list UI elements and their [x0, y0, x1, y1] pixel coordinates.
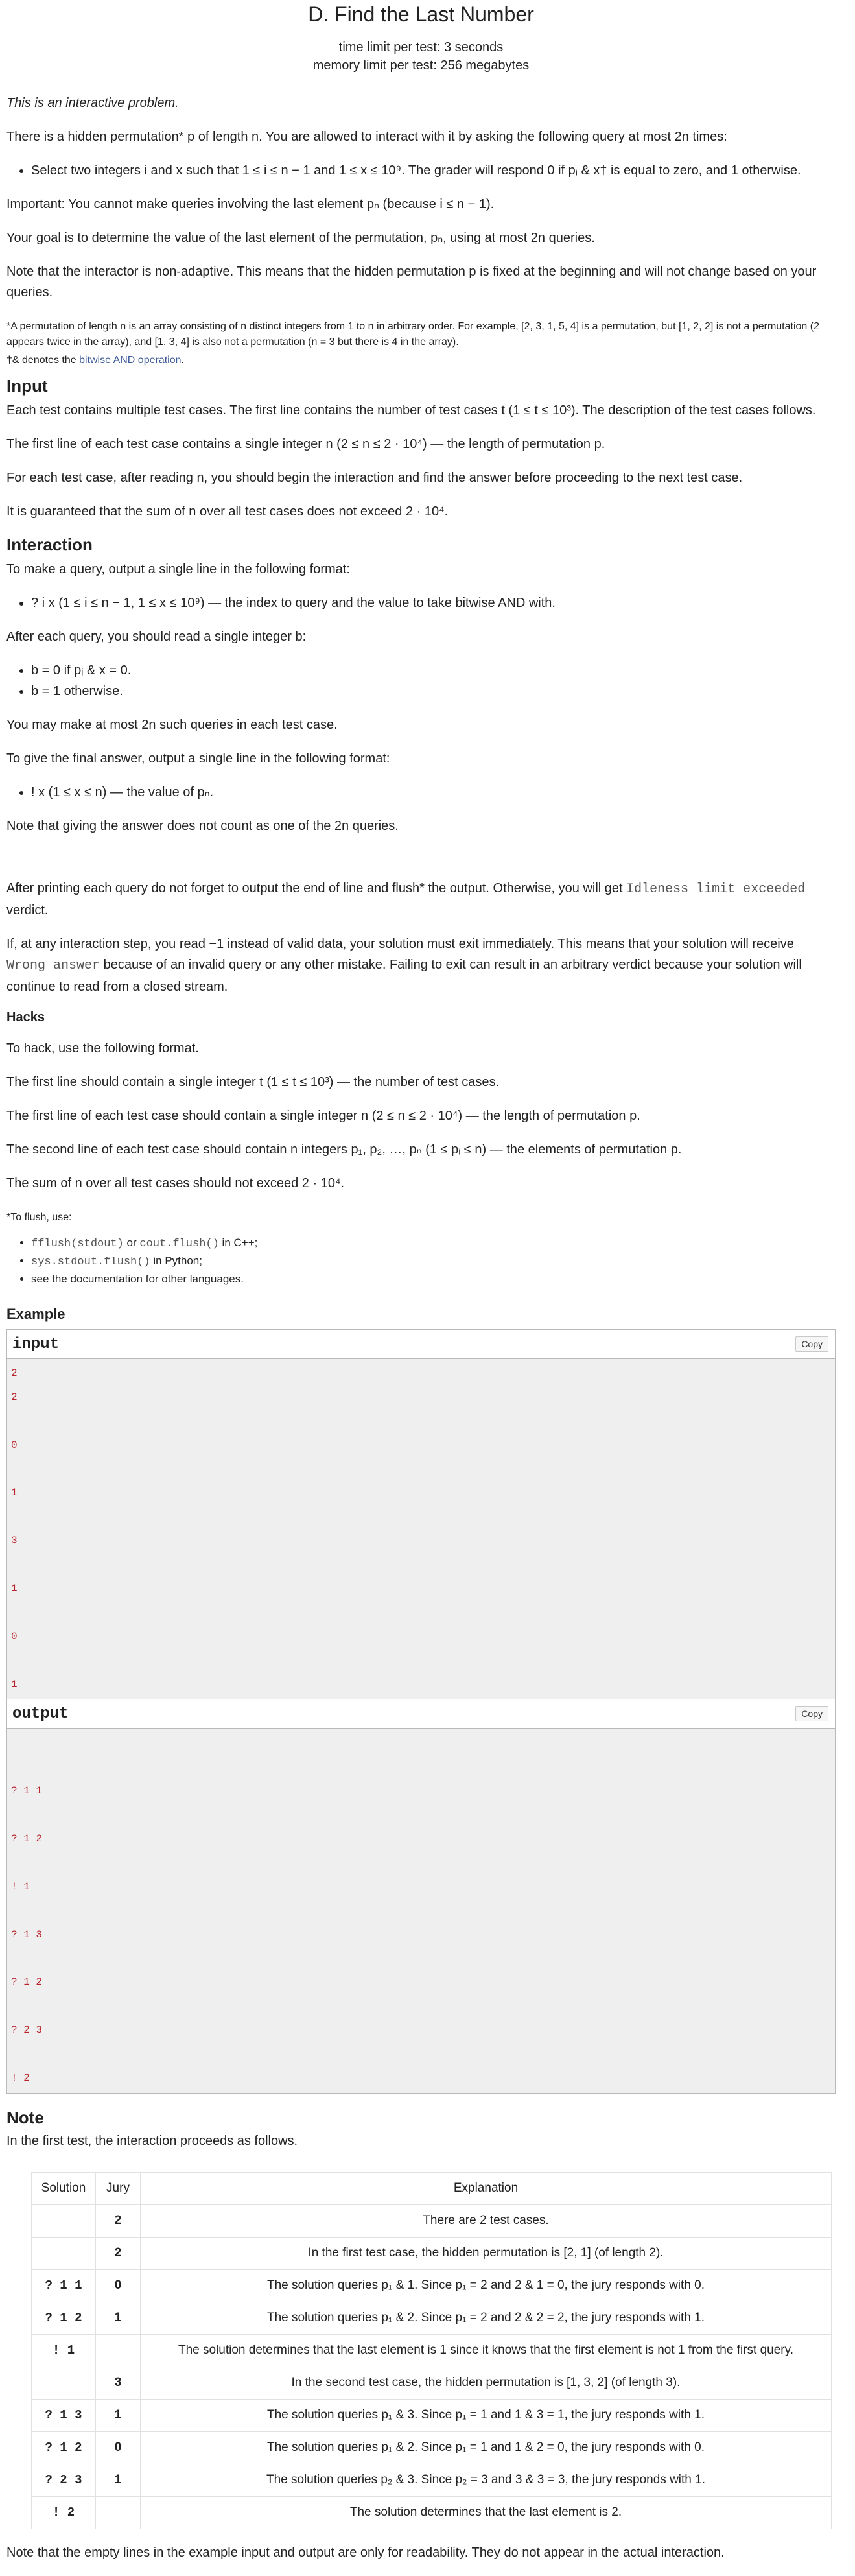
- example-section: [6, 1306, 836, 2094]
- note-table-row: [32, 2431, 832, 2464]
- flush-other: • see the documentation for other languages.: [31, 1271, 836, 1288]
- response-zero: • b = 0 if pᵢ & x = 0.: [31, 660, 836, 681]
- jury-cell: 0: [96, 2269, 141, 2302]
- output-header: [7, 1699, 835, 1729]
- explanation-cell: The solution queries p₁ & 2. Since p₁ = 1 and 1 & 2 = 0, the jury responds with 0.: [141, 2431, 832, 2464]
- note-table-header: [32, 2172, 832, 2204]
- flush-cpp: [31, 1235, 836, 1253]
- important-note: Important: You cannot make queries involving the last element pₙ (because i ≤ n − 1).: [6, 197, 495, 211]
- output-label: output: [12, 1705, 69, 1723]
- io-line: ? 1 2: [11, 1833, 43, 1845]
- and-footnote: [6, 353, 836, 368]
- flush-post: verdict.: [6, 903, 49, 917]
- idleness-verdict: Idleness limit exceeded: [626, 882, 806, 897]
- io-line: 1: [11, 1583, 18, 1595]
- hacks-title: Hacks: [6, 1010, 45, 1024]
- hacks-p5: The sum of n over all test cases should not exceed 2 · 10⁴.: [6, 1176, 345, 1190]
- io-line: 2: [11, 1367, 18, 1379]
- note-table-row: [32, 2367, 832, 2399]
- copy-input-button[interactable]: Copy: [795, 1336, 828, 1352]
- hacks-p3: The first line of each test case should contain a single integer n (2 ≤ n ≤ 2 · 10⁴) — the length of permutation p.: [6, 1109, 640, 1123]
- solution-cell: ? 2 3: [32, 2464, 96, 2496]
- note-table-row: [32, 2496, 832, 2529]
- hacks-section: [6, 1010, 836, 1288]
- solution-cell: [32, 2367, 96, 2399]
- problem-statement: [6, 93, 836, 368]
- jury-cell: 3: [96, 2367, 141, 2399]
- explanation-cell: There are 2 test cases.: [141, 2204, 832, 2237]
- bitwise-and-link[interactable]: bitwise AND operation: [79, 355, 182, 366]
- output-content[interactable]: [7, 1729, 835, 2092]
- interaction-p4: To give the final answer, output a single line in the following format:: [6, 751, 390, 766]
- solution-cell: [32, 2237, 96, 2269]
- io-line: [11, 1601, 831, 1625]
- io-line: ! 2: [11, 2072, 30, 2084]
- io-line: [11, 1649, 831, 1673]
- problem-header: [6, 0, 836, 75]
- note-table-row: [32, 2269, 832, 2302]
- flush-note: [6, 878, 836, 921]
- response-list: [6, 660, 836, 702]
- explanation-cell: The solution queries p₁ & 1. Since p₁ = 2 and 2 & 1 = 0, the jury responds with 0.: [141, 2269, 832, 2302]
- hacks-p2: The first line should contain a single integer t (1 ≤ t ≤ 10³) — the number of test cases.: [6, 1075, 500, 1089]
- note-table-row: [32, 2204, 832, 2237]
- answer-format-list: [6, 782, 836, 803]
- minus-one-post: because of an invalid query or any other mistake. Failing to exit can result in an arbitrary verdict because your solution will continue to read from a closed stream.: [6, 958, 802, 994]
- io-line: [11, 1755, 831, 1779]
- io-line: 3: [11, 1535, 18, 1547]
- explanation-cell: In the second test case, the hidden permutation is [1, 3, 2] (of length 3).: [141, 2367, 832, 2399]
- solution-cell: ! 1: [32, 2334, 96, 2367]
- header-jury: Jury: [96, 2172, 141, 2204]
- and-footnote-suffix: .: [181, 355, 184, 366]
- io-line: 0: [11, 1630, 18, 1642]
- io-line: 1: [11, 1678, 18, 1690]
- io-line: [11, 2042, 831, 2066]
- example-input-box: [6, 1329, 836, 1699]
- note-table-row: [32, 2302, 832, 2334]
- io-line: [11, 1505, 831, 1529]
- flush-footnote-title: *To flush, use:: [6, 1212, 72, 1223]
- and-footnote-prefix: †& denotes the: [6, 355, 80, 366]
- minus-one-pre: If, at any interaction step, you read −1 instead of valid data, your solution must exit immediately. This means that your solution will receive: [6, 937, 794, 951]
- io-line: 1: [11, 1487, 18, 1499]
- io-line: [11, 1946, 831, 1970]
- note-table: [31, 2172, 832, 2529]
- header-explanation: Explanation: [141, 2172, 832, 2204]
- fflush-code: fflush(stdout): [31, 1238, 124, 1250]
- io-line: ? 2 3: [11, 2024, 43, 2037]
- note-table-row: [32, 2399, 832, 2431]
- nonadaptive-note: Note that the interactor is non-adaptive. This means that the hidden permutation p is fixed at the beginning and will not change based on your queries.: [6, 265, 817, 300]
- io-line: [11, 1899, 831, 1923]
- jury-cell: 1: [96, 2302, 141, 2334]
- io-line: 0: [11, 1439, 18, 1451]
- note-table-row: [32, 2464, 832, 2496]
- io-line: [11, 1851, 831, 1875]
- input-header: [7, 1330, 835, 1359]
- explanation-cell: The solution determines that the last element is 2.: [141, 2496, 832, 2529]
- problem-title: D. Find the Last Number: [308, 3, 534, 26]
- io-line: ! 1: [11, 1880, 30, 1893]
- solution-cell: ? 1 2: [32, 2431, 96, 2464]
- input-p3: For each test case, after reading n, you should begin the interaction and find the answer before proceeding to the next test case.: [6, 471, 743, 485]
- interaction-p2: After each query, you should read a single integer b:: [6, 630, 307, 644]
- note-final: Note that the empty lines in the example input and output are only for readability. They do not appear in the actual interaction.: [6, 2545, 725, 2560]
- goal-text: Your goal is to determine the value of the last element of the permutation, pₙ, using at most 2n queries.: [6, 231, 595, 245]
- note-table-row: [32, 2334, 832, 2367]
- hacks-p4: The second line of each test case should contain n integers p₁, p₂, …, pₙ (1 ≤ pᵢ ≤ n) — the elements of permutation p.: [6, 1142, 682, 1157]
- input-p4: It is guaranteed that the sum of n over all test cases does not exceed 2 · 10⁴.: [6, 504, 449, 519]
- minus-one-note: [6, 934, 836, 997]
- io-line: [11, 1731, 831, 1755]
- flush-python-post: in Python;: [150, 1255, 202, 1267]
- note-table-body: [32, 2204, 832, 2529]
- jury-cell: 2: [96, 2204, 141, 2237]
- flush-pre: After printing each query do not forget to output the end of line and flush* the output. Otherwise, you will get: [6, 881, 627, 895]
- note-intro: In the first test, the interaction proceeds as follows.: [6, 2133, 298, 2148]
- jury-cell: 2: [96, 2237, 141, 2269]
- input-content[interactable]: [7, 1359, 835, 1699]
- flush-methods-list: [6, 1235, 836, 1288]
- interaction-p5: Note that giving the answer does not count as one of the 2n queries.: [6, 819, 399, 833]
- jury-cell: 0: [96, 2431, 141, 2464]
- io-line: ? 1 1: [11, 1785, 43, 1797]
- io-line: [11, 1410, 831, 1434]
- io-line: [11, 1994, 831, 2018]
- input-label: input: [12, 1335, 60, 1353]
- io-line: [11, 1458, 831, 1482]
- io-line: ? 1 2: [11, 1976, 43, 1989]
- solution-cell: ? 1 3: [32, 2399, 96, 2431]
- input-section: [6, 376, 836, 522]
- example-output-box: [6, 1699, 836, 2093]
- explanation-cell: The solution determines that the last element is 1 since it knows that the first element is not 1 from the first query.: [141, 2334, 832, 2367]
- flush-python: [31, 1253, 836, 1271]
- solution-cell: [32, 2204, 96, 2237]
- time-limit: time limit per test: 3 seconds: [338, 40, 504, 54]
- query-format-list: [6, 593, 836, 613]
- memory-limit: memory limit per test: 256 megabytes: [312, 58, 530, 73]
- answer-format: • ! x (1 ≤ x ≤ n) — the value of pₙ.: [31, 782, 836, 803]
- query-format: • ? i x (1 ≤ i ≤ n − 1, 1 ≤ x ≤ 10⁹) — the index to query and the value to take bitwise AND with.: [31, 593, 836, 613]
- io-line: 2: [11, 1391, 18, 1403]
- jury-cell: 1: [96, 2399, 141, 2431]
- solution-cell: ? 1 2: [32, 2302, 96, 2334]
- explanation-cell: The solution queries p₂ & 3. Since p₂ = 3 and 3 & 3 = 3, the jury responds with 1.: [141, 2464, 832, 2496]
- solution-cell: ? 1 1: [32, 2269, 96, 2302]
- note-table-row: [32, 2237, 832, 2269]
- example-title: Example: [6, 1306, 65, 1322]
- header-solution: Solution: [32, 2172, 96, 2204]
- jury-cell: [96, 2334, 141, 2367]
- permutation-footnote: *A permutation of length n is an array consisting of n distinct integers from 1 to n in arbitrary order. For example, [2, 3, 1, 5, 4] is a permutation, but [1, 2, 2] is not a permutation (2 appears twice in the array), and [1, 3, 4] is also not a permutation (n = 3 but there is 4 in the array).: [6, 321, 819, 348]
- interaction-p1: To make a query, output a single line in the following format:: [6, 562, 350, 576]
- flush-cpp-or: or: [123, 1236, 140, 1249]
- flush-cpp-post: in C++;: [218, 1236, 258, 1249]
- interaction-section: [6, 535, 836, 997]
- hacks-p1: To hack, use the following format.: [6, 1041, 199, 1056]
- input-title: Input: [6, 376, 48, 396]
- statement-p1: There is a hidden permutation* p of length n. You are allowed to interact with it by asking the following query at most 2n times:: [6, 130, 727, 144]
- query-rule: • Select two integers i and x such that 1 ≤ i ≤ n − 1 and 1 ≤ x ≤ 10⁹. The grader will respond 0 if pᵢ & x† is equal to zero, and 1 otherwise.: [31, 160, 836, 181]
- input-p1: Each test contains multiple test cases. The first line contains the number of test cases t (1 ≤ t ≤ 10³). The description of the test cases follows.: [6, 403, 816, 418]
- io-line: ? 1 3: [11, 1928, 43, 1941]
- interaction-title: Interaction: [6, 535, 93, 554]
- jury-cell: [96, 2496, 141, 2529]
- solution-cell: ! 2: [32, 2496, 96, 2529]
- io-line: [11, 1553, 831, 1577]
- interaction-p3: You may make at most 2n such queries in each test case.: [6, 718, 338, 732]
- sys-flush-code: sys.stdout.flush(): [31, 1256, 150, 1268]
- note-section: [6, 2108, 836, 2563]
- jury-cell: 1: [96, 2464, 141, 2496]
- query-list: [6, 160, 836, 181]
- explanation-cell: The solution queries p₁ & 3. Since p₁ = 1 and 1 & 3 = 1, the jury responds with 1.: [141, 2399, 832, 2431]
- response-one: • b = 1 otherwise.: [31, 681, 836, 702]
- explanation-cell: In the first test case, the hidden permutation is [2, 1] (of length 2).: [141, 2237, 832, 2269]
- copy-output-button[interactable]: Copy: [795, 1706, 828, 1721]
- interactive-note: This is an interactive problem.: [6, 96, 179, 110]
- wrong-answer-verdict: Wrong answer: [6, 958, 100, 973]
- input-p2: The first line of each test case contains a single integer n (2 ≤ n ≤ 2 · 10⁴) — the length of permutation p.: [6, 437, 605, 451]
- io-line: [11, 1803, 831, 1827]
- note-title: Note: [6, 2107, 44, 2127]
- explanation-cell: The solution queries p₁ & 2. Since p₁ = 2 and 2 & 2 = 2, the jury responds with 1.: [141, 2302, 832, 2334]
- cout-flush-code: cout.flush(): [139, 1238, 219, 1250]
